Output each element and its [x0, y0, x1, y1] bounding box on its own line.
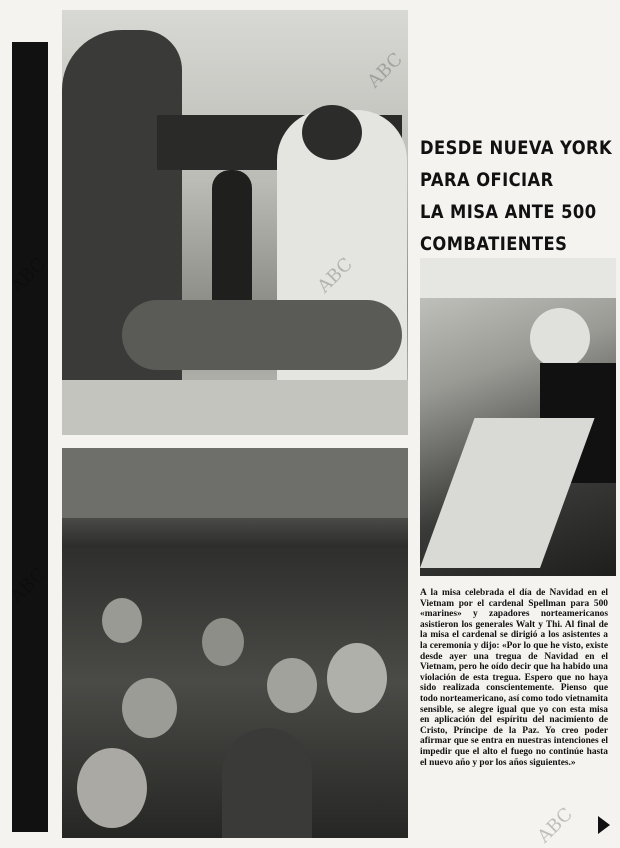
page-edge-bar — [12, 42, 48, 832]
article-headline — [420, 132, 613, 260]
abc-watermark: ABC — [6, 253, 50, 298]
abc-watermark: ABC — [363, 48, 407, 93]
abc-watermark: ABC — [313, 253, 357, 298]
continue-arrow-icon — [598, 816, 610, 834]
article-body: A la misa celebrada el día de Navidad en el Vietnam por el cardenal Spellman para 500 «marines» y zapadores norteamericanos asistieron los generales Walt y Thi. Al final de la misa el cardenal se dirigió a los asistentes a la ceremonia y dijo: «Por lo que he visto, existe desde ayer una tregua de Navidad en el Vietnam, pero he oído decir que ha habido una violación de esta tregua. Espero que no haya sido realizada conscientemente. Pienso que todo norteamericano, así como todo vietnamita sensible, se alegre igual que yo con esta misa en aplicación del espíritu del nacimiento de Cristo, Príncipe de la Paz. Yo creo poder afirmar que se entra en nuestras intenciones el impedir que el alto el fuego no continúe hasta el nuevo año y por los años siguientes.» — [420, 588, 608, 768]
headline-line-1: DESDE NUEVA YORK — [420, 137, 613, 159]
headline-line-4: COMBATIENTES — [420, 233, 568, 255]
abc-watermark: ABC — [6, 563, 50, 608]
headline-line-2: PARA OFICIAR — [420, 169, 554, 191]
abc-watermark: ABC — [533, 803, 577, 848]
photo-altar-interior — [420, 258, 616, 576]
photo-troops-crowd — [62, 448, 408, 838]
photo-outdoor-mass — [62, 10, 408, 435]
headline-line-3: LA MISA ANTE 500 — [420, 201, 597, 223]
